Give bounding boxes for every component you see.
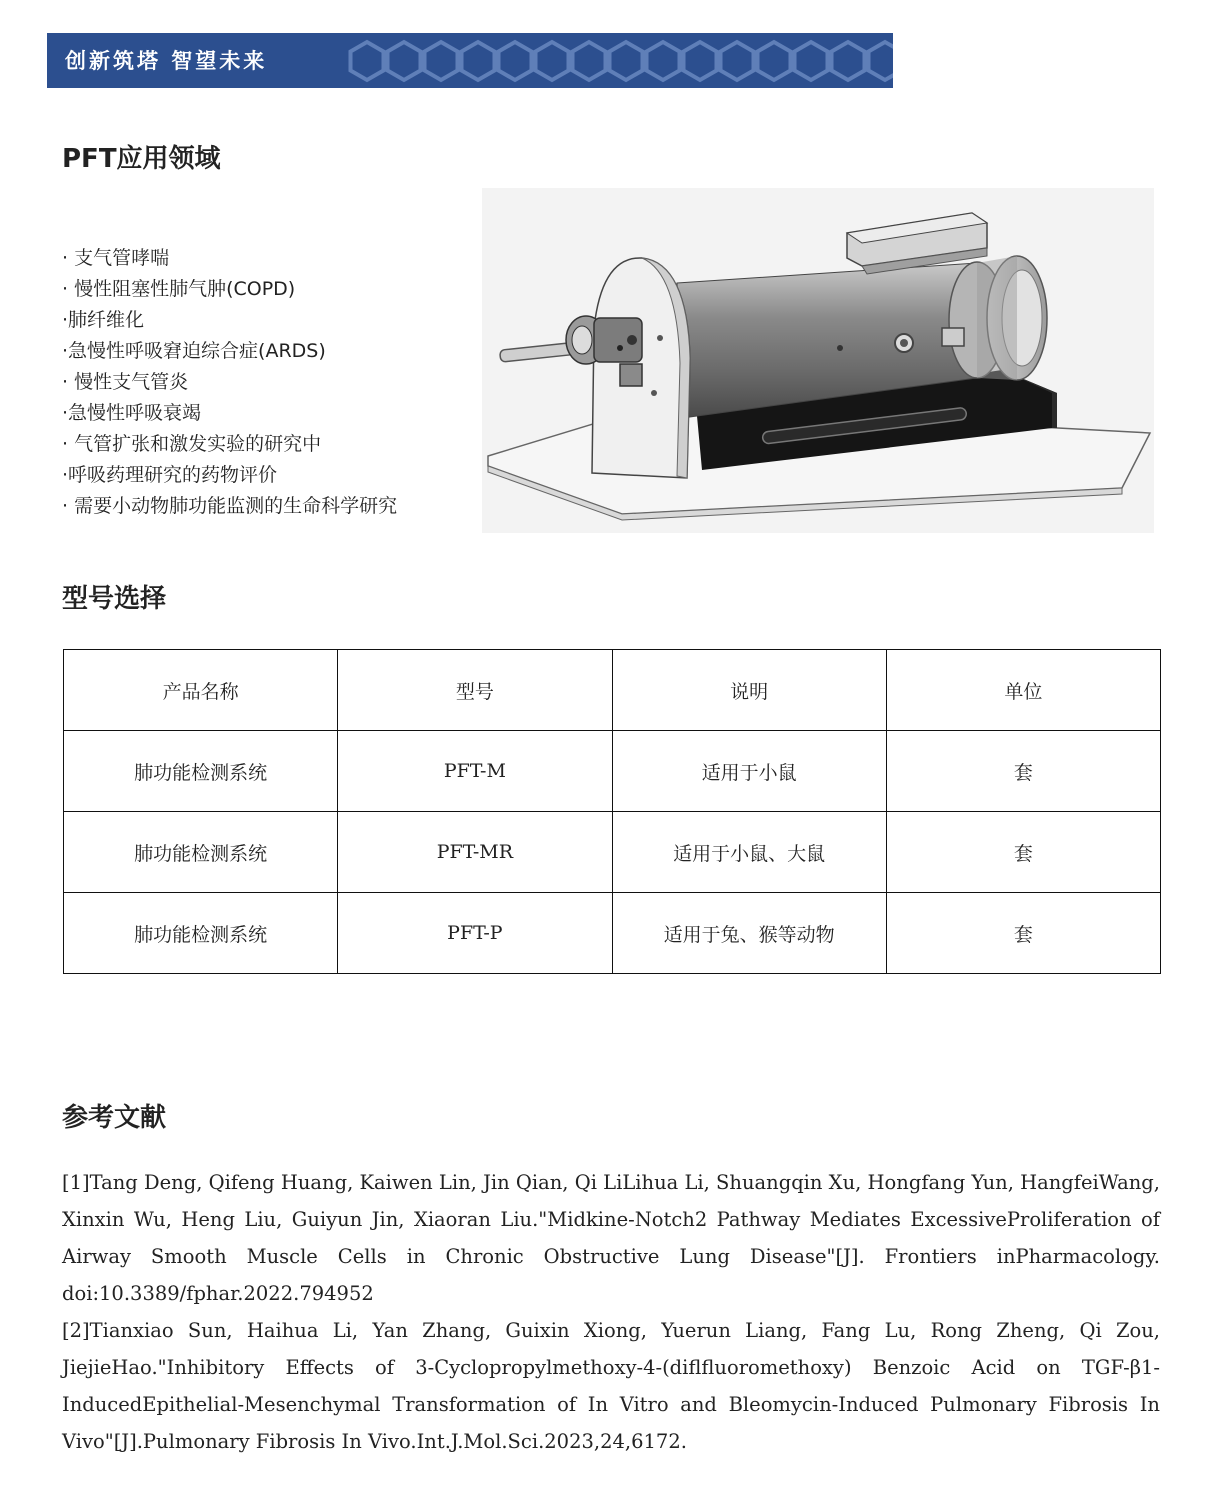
list-item: · 支气管哮喘	[62, 247, 170, 269]
list-item: ·肺纤维化	[62, 309, 145, 331]
list-item: · 慢性阻塞性肺气肿(COPD)	[62, 278, 296, 300]
slogan-banner	[47, 33, 893, 88]
hexagon-shape	[425, 42, 458, 80]
applications-title: PFT应用领域	[62, 144, 221, 174]
list-item: · 气管扩张和激发实验的研究中	[62, 433, 322, 455]
table-row	[64, 893, 1161, 974]
hexagon-shape	[795, 42, 828, 80]
pft-device-illustration	[482, 188, 1154, 533]
model-table	[63, 649, 1161, 974]
list-item: ·急慢性呼吸衰竭	[62, 402, 202, 424]
column-header: 产品名称	[64, 650, 338, 731]
hexagon-shape	[832, 42, 865, 80]
hexagon-shape	[869, 42, 894, 80]
product-name-cell: 肺功能检测系统	[64, 893, 338, 974]
model-cell: PFT-P	[338, 893, 612, 974]
references-list	[62, 1164, 1160, 1460]
hexagon-shape	[536, 42, 569, 80]
unit-cell: 套	[886, 812, 1160, 893]
product-name-cell: 肺功能检测系统	[64, 812, 338, 893]
hexagon-shape	[388, 42, 421, 80]
list-item: ·呼吸药理研究的药物评价	[62, 464, 278, 486]
hexagon-shape	[499, 42, 532, 80]
reference-item: [1]Tang Deng, Qifeng Huang, Kaiwen Lin, Jin Qian, Qi LiLihua Li, Shuangqin Xu, Hongfang Yun, HangfeiWang, Xinxin Wu, Heng Liu, Guiyun Jin, Xiaoran Liu."Midkine-Notch2 Pathway Mediates ExcessiveProliferation of Airway Smooth Muscle Cells in Chronic Obstructive Lung Disease"[J]. Frontiers inPharmacology. doi:10.3389/fphar.2022.794952	[62, 1171, 1160, 1305]
list-item: · 需要小动物肺功能监测的生命科学研究	[62, 495, 398, 517]
hexagon-shape	[351, 42, 384, 80]
description-cell: 适用于小鼠、大鼠	[612, 812, 886, 893]
banner-slogan: 创新筑塔 智望未来	[65, 49, 268, 73]
product-name-cell: 肺功能检测系统	[64, 731, 338, 812]
applications-list	[62, 243, 397, 522]
hexagon-shape	[647, 42, 680, 80]
list-item: ·急慢性呼吸窘迫综合症(ARDS)	[62, 340, 326, 362]
hexagon-shape	[462, 42, 495, 80]
hexagon-shape	[610, 42, 643, 80]
list-item: · 慢性支气管炎	[62, 371, 189, 393]
table-header-row	[64, 650, 1161, 731]
column-header: 单位	[886, 650, 1160, 731]
hexagon-pattern-icon	[342, 37, 893, 85]
description-cell: 适用于小鼠	[612, 731, 886, 812]
table-row	[64, 812, 1161, 893]
hexagon-shape	[684, 42, 717, 80]
unit-cell: 套	[886, 731, 1160, 812]
reference-item: [2]Tianxiao Sun, Haihua Li, Yan Zhang, Guixin Xiong, Yuerun Liang, Fang Lu, Rong Zheng, Qi Zou, JiejieHao."Inhibitory Effects of 3-Cyclopropylmethoxy-4-(diflfluoromethoxy) Benzoic Acid on TGF-β1-InducedEpithelial-Mesenchymal Transformation of In Vitro and Bleomycin-Induced Pulmonary Fibrosis In Vivo"[J].Pulmonary Fibrosis In Vivo.Int.J.Mol.Sci.2023,24,6172.	[62, 1319, 1160, 1453]
column-header: 型号	[338, 650, 612, 731]
model-cell: PFT-M	[338, 731, 612, 812]
hexagon-shape	[573, 42, 606, 80]
hexagon-shape	[758, 42, 791, 80]
model-cell: PFT-MR	[338, 812, 612, 893]
description-cell: 适用于兔、猴等动物	[612, 893, 886, 974]
table-row	[64, 731, 1161, 812]
unit-cell: 套	[886, 893, 1160, 974]
hexagon-shape	[721, 42, 754, 80]
models-title: 型号选择	[62, 584, 167, 614]
column-header: 说明	[612, 650, 886, 731]
references-title: 参考文献	[62, 1103, 167, 1133]
